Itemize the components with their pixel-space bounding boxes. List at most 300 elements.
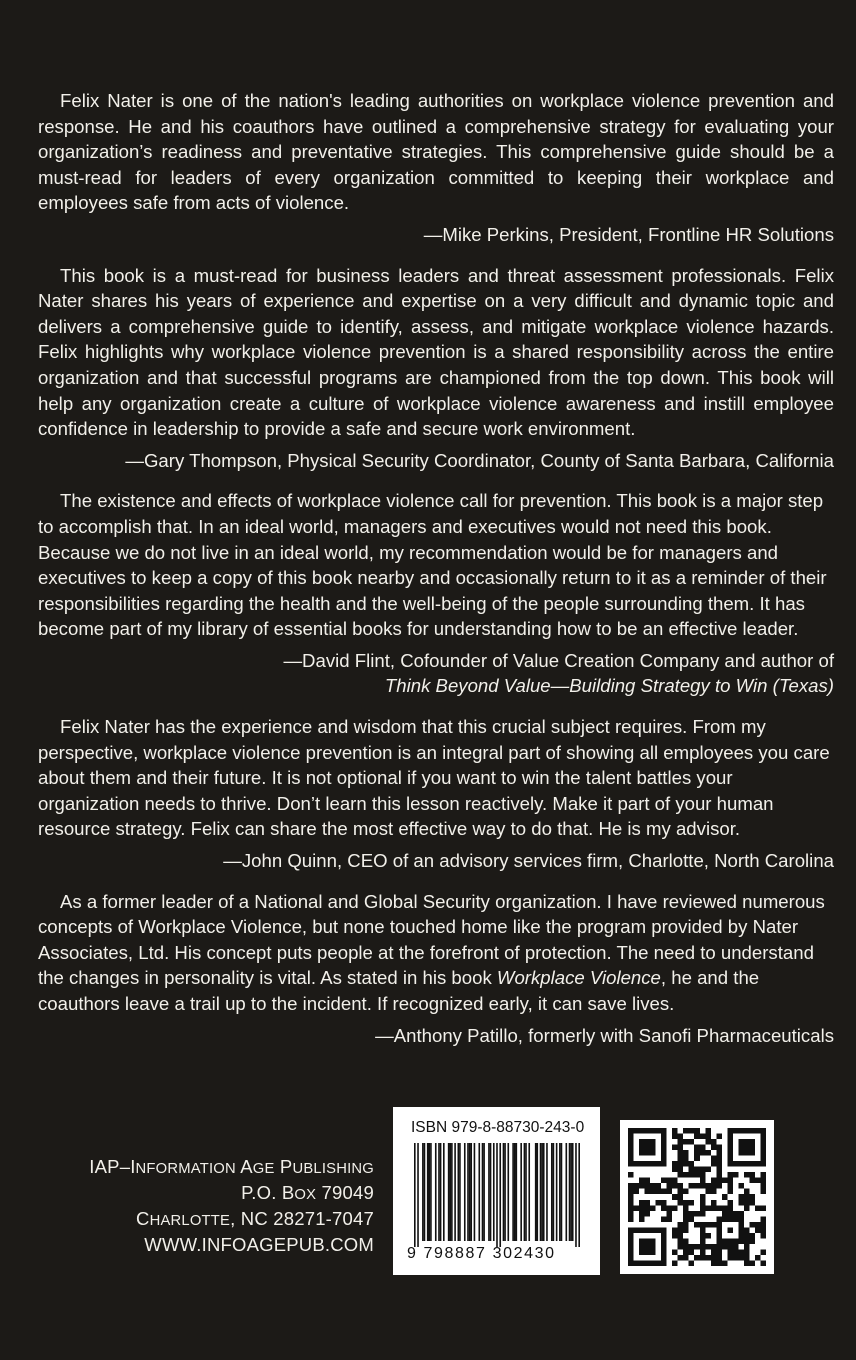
barcode-bar [507,1143,509,1241]
qr-module [716,1244,722,1250]
qr-module [738,1211,744,1217]
blurb-3-book-title: Think Beyond Value—Building Strategy to Win (Texas) [384,675,834,697]
qr-module [705,1222,711,1228]
qr-module [672,1194,678,1200]
qr-module [689,1249,695,1255]
qr-module [672,1205,678,1211]
qr-module [760,1233,766,1239]
qr-module [634,1183,640,1189]
qr-module [705,1244,711,1250]
barcode-bar [512,1143,514,1241]
barcode-bar [467,1143,469,1241]
qr-module [700,1211,706,1217]
qr-module [694,1255,700,1261]
qr-module [678,1238,684,1244]
qr-module [733,1249,739,1255]
qr-code-pattern [628,1128,766,1266]
qr-module [639,1200,645,1206]
qr-module [705,1139,711,1145]
qr-module [749,1222,755,1228]
qr-module [683,1244,689,1250]
qr-module [711,1156,717,1162]
qr-module [727,1183,733,1189]
qr-module [716,1145,722,1151]
barcode-bar [438,1143,440,1241]
qr-module [694,1211,700,1217]
barcode-bar [546,1143,548,1241]
qr-module [738,1200,744,1206]
qr-module [678,1167,684,1173]
barcode-bar [572,1143,574,1241]
qr-module [672,1249,678,1255]
qr-module [683,1200,689,1206]
qr-module [711,1145,717,1151]
qr-module [716,1255,722,1261]
qr-module [700,1238,706,1244]
qr-module [700,1134,706,1140]
blurb-3-attribution: —David Flint, Cofounder of Value Creation Company and author of [283,649,834,671]
qr-module [700,1233,706,1239]
barcode-bar [430,1143,432,1241]
qr-module [683,1216,689,1222]
qr-module [628,1205,634,1211]
qr-module [727,1227,733,1233]
barcode-bar [493,1143,495,1241]
qr-module [650,1183,656,1189]
barcode-bar [514,1143,516,1241]
qr-module [678,1222,684,1228]
qr-module [645,1205,651,1211]
qr-module [733,1244,739,1250]
barcode-bar [482,1143,484,1241]
qr-module [727,1172,733,1178]
qr-module [744,1194,750,1200]
qr-module [711,1260,717,1266]
barcode-bar [424,1143,426,1241]
qr-module [716,1156,722,1162]
blurb-5-book-title: Workplace Violence [496,967,661,989]
qr-module [683,1128,689,1134]
qr-module [716,1167,722,1173]
qr-module [683,1172,689,1178]
qr-module [711,1205,717,1211]
qr-module [749,1172,755,1178]
qr-module [711,1161,717,1167]
qr-module [700,1249,706,1255]
isbn-barcode [393,1107,600,1275]
qr-module [749,1238,755,1244]
qr-module [672,1183,678,1189]
qr-module [722,1244,728,1250]
qr-module [689,1260,695,1266]
qr-module [672,1134,678,1140]
barcode-bar [429,1143,431,1241]
qr-module [744,1200,750,1206]
barcode-bar [488,1143,490,1241]
qr-module [694,1167,700,1173]
qr-module [694,1183,700,1189]
qr-module [700,1194,706,1200]
barcode-bar [422,1143,424,1241]
qr-module [700,1244,706,1250]
qr-module [716,1134,722,1140]
qr-module [749,1194,755,1200]
qr-module [700,1172,706,1178]
qr-module [694,1222,700,1228]
qr-module [672,1260,678,1266]
qr-module [749,1200,755,1206]
blurb-4-text: Felix Nater has the experience and wisdom that this crucial subject requires. From my perspective, workplace violence prevention is an integral part of showing all employees you care about them and their future. It is not optional if you want to win the talent battles your organization needs to thrive. Don’t learn this lesson reactively. Make it part of your human resource strategy. Felix can share the most effective way to do that. He is my advisor. [38,716,830,840]
barcode-bar [569,1143,571,1241]
qr-module [683,1189,689,1195]
qr-module [678,1134,684,1140]
qr-module [645,1178,651,1184]
barcode-bar [478,1143,480,1241]
qr-module [700,1227,706,1233]
qr-module [689,1167,695,1173]
qr-module [667,1183,673,1189]
qr-module [678,1227,684,1233]
qr-module [744,1255,750,1261]
qr-module [689,1172,695,1178]
qr-module [678,1161,684,1167]
qr-module [628,1172,634,1178]
qr-module [694,1244,700,1250]
qr-module [755,1205,761,1211]
qr-module [634,1189,640,1195]
barcode-bar [561,1143,563,1241]
qr-module [639,1178,645,1184]
qr-module [722,1178,728,1184]
barcode-bar [551,1143,553,1241]
qr-module [733,1172,739,1178]
qr-module [744,1227,750,1233]
barcode-bar [524,1143,526,1241]
qr-module [656,1189,662,1195]
qr-module [689,1200,695,1206]
qr-module [683,1255,689,1261]
qr-module [645,1211,651,1217]
qr-module [628,1216,634,1222]
barcode-bar [464,1143,466,1241]
qr-module [689,1244,695,1250]
qr-module [678,1189,684,1195]
barcode-bar [427,1143,429,1241]
qr-module [727,1178,733,1184]
qr-module [705,1205,711,1211]
qr-module [727,1255,733,1261]
qr-module [683,1156,689,1162]
qr-module [672,1178,678,1184]
barcode-bar [414,1143,416,1247]
barcode-bar [470,1143,472,1241]
qr-module [700,1200,706,1206]
blurb-5-text-a: As a former leader of a National and Global Security organization. I have reviewed numerous concepts of Workplace Violence, but none touched home like the program provided by Nater Associates, Ltd. His concept puts people at the forefront of protection. The need to understand the changes in personality is vital. As stated in his book [38,890,825,989]
qr-module [639,1205,645,1211]
qr-module [727,1200,733,1206]
qr-module [700,1150,706,1156]
qr-module [711,1178,717,1184]
qr-module [661,1178,667,1184]
barcode-bar [556,1143,558,1241]
publisher-po-box: P.O. BOX 79049 [241,1182,374,1203]
qr-module [667,1189,673,1195]
barcode-bar [417,1143,419,1247]
qr-module [628,1211,634,1217]
qr-module [645,1200,651,1206]
blurb-5-attribution: —Anthony Patillo, formerly with Sanofi Pharmaceuticals [375,1024,834,1046]
barcode-bar [449,1143,451,1241]
blurb-1-text: Felix Nater is one of the nation's leading authorities on workplace violence prevention and response. He and his coauthors have outlined a comprehensive strategy for evaluating your organization’s readiness and preventative strategies. This comprehensive guide should be a must-read for leaders of every organization committed to keeping their workplace and employees safe from acts of violence. [38,90,834,214]
qr-module [667,1205,673,1211]
qr-module [683,1249,689,1255]
publisher-city: CHARLOTTE, NC 28271-7047 [136,1208,374,1229]
blurb-2-attribution: —Gary Thompson, Physical Security Coordinator, County of Santa Barbara, California [125,449,834,471]
qr-module [683,1139,689,1145]
qr-module [683,1211,689,1217]
barcode-bar [570,1143,572,1241]
qr-module [678,1139,684,1145]
qr-module [689,1216,695,1222]
publisher-info [89,1155,374,1256]
qr-module [656,1183,662,1189]
qr-module [744,1172,750,1178]
qr-module [689,1161,695,1167]
qr-module [760,1189,766,1195]
qr-module [689,1139,695,1145]
qr-module [760,1227,766,1233]
qr-module [700,1178,706,1184]
qr-module [760,1222,766,1228]
qr-module [760,1172,766,1178]
qr-module [711,1244,717,1250]
qr-module [639,1139,656,1156]
qr-module [755,1178,761,1184]
qr-module [744,1189,750,1195]
qr-module [672,1161,678,1167]
qr-module [628,1200,634,1206]
qr-module [661,1205,667,1211]
qr-module [700,1255,706,1261]
qr-module [678,1233,684,1239]
barcode-bar [535,1143,537,1241]
qr-module [672,1145,678,1151]
qr-module [628,1183,634,1189]
qr-module [667,1216,673,1222]
qr-module [661,1189,667,1195]
qr-module [672,1128,678,1134]
qr-module [639,1216,645,1222]
qr-module [744,1244,750,1250]
blurb-5-text-b: , he and the coauthors leave a trail up to the incident. If recognized early, it can save lives. [38,967,760,1014]
qr-module [678,1172,684,1178]
qr-module [744,1205,750,1211]
qr-module [760,1183,766,1189]
barcode-bar [536,1143,538,1241]
qr-module [678,1194,684,1200]
qr-module [711,1139,717,1145]
qr-module [645,1183,651,1189]
qr-module [727,1249,733,1255]
qr-module [694,1145,700,1151]
barcode-bar [451,1143,453,1241]
qr-module [733,1255,739,1261]
qr-module [661,1216,667,1222]
barcode-bar [516,1143,518,1241]
barcode-bar [496,1143,498,1247]
qr-module [716,1260,722,1266]
qr-module [716,1183,722,1189]
qr-module [744,1238,750,1244]
qr-module [760,1205,766,1211]
qr-module [716,1150,722,1156]
qr-module [744,1233,750,1239]
barcode-bar [503,1143,505,1241]
qr-module [694,1156,700,1162]
barcode-bar [499,1143,501,1247]
qr-module [755,1255,761,1261]
qr-module [683,1205,689,1211]
qr-module [727,1205,733,1211]
qr-module [683,1238,689,1244]
qr-module [639,1211,645,1217]
barcode-bar [520,1143,522,1241]
qr-module [716,1178,722,1184]
qr-module [678,1244,684,1250]
qr-module [738,1139,755,1156]
qr-code[interactable] [620,1120,774,1274]
qr-module [705,1255,711,1261]
qr-module [760,1260,766,1266]
barcode-bar [540,1143,542,1241]
qr-module [700,1222,706,1228]
qr-module [639,1238,656,1255]
barcode-bar [435,1143,437,1241]
qr-module [683,1222,689,1228]
qr-module [738,1249,744,1255]
qr-module [755,1222,761,1228]
qr-module [694,1134,700,1140]
barcode-number: 9 798887 302430 [407,1245,556,1262]
qr-module [667,1211,673,1217]
qr-module [700,1167,706,1173]
qr-module [744,1249,750,1255]
qr-module [722,1205,728,1211]
qr-module [711,1200,717,1206]
qr-module [749,1260,755,1266]
barcode-bar [575,1143,577,1247]
qr-module [722,1260,728,1266]
qr-module [678,1156,684,1162]
qr-module [678,1183,684,1189]
barcode-bar [448,1143,450,1241]
qr-module [683,1227,689,1233]
qr-module [661,1200,667,1206]
blurb-4-attribution: —John Quinn, CEO of an advisory services firm, Charlotte, North Carolina [223,850,834,872]
qr-module [705,1183,711,1189]
qr-module [705,1134,711,1140]
barcode-bar [474,1143,476,1241]
barcode-bar [559,1143,561,1241]
qr-module [650,1205,656,1211]
qr-module [689,1211,695,1217]
barcode-bar [458,1143,460,1241]
blurb-3-text: The existence and effects of workplace violence call for prevention. This book is a major step to accomplish that. In an ideal world, managers and executives would not need this book. Because we do not live in an ideal world, my recommendation would be for managers and executives to keep a copy of this book nearby and occasionally return to it as a reminder of their responsibilities regarding the health and the well-being of the people surrounding them. It has become part of my library of essential books for understanding how to be an effective leader. [38,490,827,640]
qr-module [628,1194,634,1200]
qr-module [639,1183,645,1189]
qr-module [705,1233,711,1239]
qr-module [716,1205,722,1211]
qr-module [711,1255,717,1261]
qr-module [634,1205,640,1211]
barcode-bar [469,1143,471,1241]
qr-module [722,1194,728,1200]
barcode-bar [440,1143,442,1241]
qr-module [716,1249,722,1255]
barcode-bar [483,1143,485,1241]
endorsements [38,88,834,1048]
qr-module [711,1189,717,1195]
qr-module [705,1150,711,1156]
qr-module [705,1128,711,1134]
qr-module [672,1227,678,1233]
qr-module [700,1183,706,1189]
qr-module [667,1178,673,1184]
qr-module [727,1244,733,1250]
barcode-bar [443,1143,445,1241]
qr-module [678,1150,684,1156]
qr-module [738,1255,744,1261]
qr-module [760,1216,766,1222]
qr-module [716,1172,722,1178]
qr-module [700,1145,706,1151]
qr-module [711,1183,717,1189]
barcode-bar [566,1143,568,1241]
publisher-website[interactable]: WWW.INFOAGEPUB.COM [144,1234,374,1255]
qr-module [678,1255,684,1261]
blurb-2-text: This book is a must-read for business leaders and threat assessment professionals. Felix Nater shares his years of experience and expertise on a very difficult and dynamic topic and delivers a comprehensive guide to identify, assess, and mitigate workplace violence hazards. Felix highlights why workplace violence prevention is a shared responsibility across the entire organization and that successful programs are championed from the top down. This book will help any organization create a culture of workplace violence awareness and instill employee confidence in leadership to provide a safe and secure work environment. [38,264,834,440]
qr-module [711,1222,717,1228]
qr-module [683,1161,689,1167]
qr-module [749,1233,755,1239]
barcode-bar [459,1143,461,1241]
qr-module [694,1150,700,1156]
qr-module [650,1189,656,1195]
blurb-5-text [38,889,834,1017]
qr-module [711,1249,717,1255]
qr-module [755,1227,761,1233]
barcode-bars [414,1143,580,1247]
qr-module [700,1205,706,1211]
qr-module [760,1249,766,1255]
qr-module [733,1211,739,1217]
barcode-bar [454,1143,456,1241]
barcode-bar [525,1143,527,1241]
barcode-bar [543,1143,545,1241]
isbn-label: ISBN 979-8-88730-243-0 [411,1119,585,1136]
qr-module [727,1211,733,1217]
qr-module [672,1167,678,1173]
barcode-bar [578,1143,580,1247]
qr-module [628,1189,634,1195]
qr-module [722,1211,728,1217]
blurb-1-attribution: —Mike Perkins, President, Frontline HR Solutions [423,223,834,245]
qr-module [656,1200,662,1206]
barcode-bar [553,1143,555,1241]
barcode-bar [541,1143,543,1241]
qr-module [705,1167,711,1173]
publisher-name: IAP–INFORMATION AGE PUBLISHING [89,1156,374,1177]
